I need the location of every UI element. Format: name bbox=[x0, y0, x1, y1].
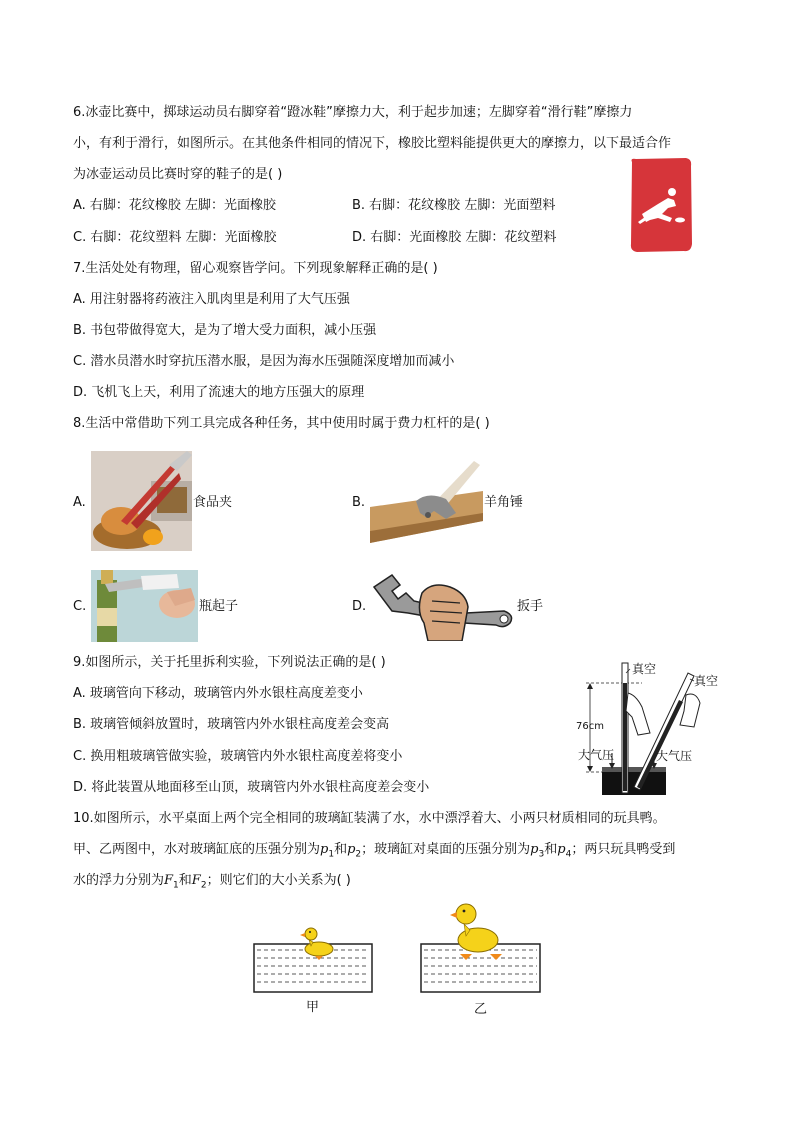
q8-option-b-label: 羊角锤 bbox=[484, 495, 524, 510]
q7-option-c[interactable]: C. 潜水员潜水时穿抗压潜水服，是因为海水压强随深度增加而减小 bbox=[73, 354, 455, 369]
q9-option-d[interactable]: D. 将此装置从地面移至山顶，玻璃管内外水银柱高度差会变小 bbox=[73, 780, 430, 795]
q8-option-c-label: 瓶起子 bbox=[199, 599, 239, 614]
q9-option-a[interactable]: A. 玻璃管向下移动，玻璃管内外水银柱高度差变小 bbox=[73, 686, 363, 701]
q7-option-a[interactable]: A. 用注射器将药液注入肌肉里是利用了大气压强 bbox=[73, 292, 350, 307]
curling-badge-figure bbox=[628, 156, 694, 254]
tank-jia-label: 甲 bbox=[306, 1000, 320, 1015]
q8-option-d-letter[interactable]: D. bbox=[352, 599, 367, 614]
q6-option-d[interactable]: D. 右脚：光面橡胶 左脚：花纹塑料 bbox=[352, 230, 557, 245]
food-tongs-photo bbox=[91, 451, 192, 551]
q8-option-d-label: 扳手 bbox=[517, 599, 544, 614]
q8-stem: 8.生活中常借助下列工具完成各种任务，其中使用时属于费力杠杆的是( ) bbox=[73, 416, 490, 431]
q6-stem-line2: 小，有利于滑行，如图所示。在其他条件相同的情况下，橡胶比塑料能提供更大的摩擦力，以下最适合作 bbox=[73, 136, 672, 151]
q6-option-c[interactable]: C. 右脚：花纹塑料 左脚：光面橡胶 bbox=[73, 230, 277, 245]
q6-stem-line3: 为冰壶运动员比赛时穿的鞋子的是( ) bbox=[73, 167, 283, 182]
q8-option-b-letter[interactable]: B. bbox=[352, 495, 366, 510]
q7-stem: 7.生活处处有物理，留心观察皆学问。下列现象解释正确的是( ) bbox=[73, 261, 438, 276]
q7-option-b[interactable]: B. 书包带做得宽大，是为了增大受力面积，减小压强 bbox=[73, 323, 377, 338]
q10-stem-line1: 10.如图所示，水平桌面上两个完全相同的玻璃缸装满了水，水中漂浮着大、小两只材质相同的玩具鸭。 bbox=[73, 811, 666, 826]
fig-height-label: 76cm bbox=[576, 721, 604, 732]
q6-option-a[interactable]: A. 右脚：花纹橡胶 左脚：光面橡胶 bbox=[73, 198, 277, 213]
fig-vacuum-label-1: 真空 bbox=[632, 662, 657, 676]
wrench-figure bbox=[370, 571, 515, 641]
q8-option-c-letter[interactable]: C. bbox=[73, 599, 87, 614]
tank-yi-label: 乙 bbox=[474, 1002, 488, 1017]
tank-yi-figure bbox=[420, 898, 541, 994]
claw-hammer-photo bbox=[370, 461, 483, 543]
fig-pressure-label-2: 大气压 bbox=[656, 749, 693, 763]
q9-option-b[interactable]: B. 玻璃管倾斜放置时，玻璃管内外水银柱高度差会变高 bbox=[73, 717, 390, 732]
q8-option-a-letter[interactable]: A. bbox=[73, 495, 86, 510]
q10-stem-line3: 水的浮力分别为$F_1$和$F_2$；则它们的大小关系为( ) bbox=[73, 873, 351, 891]
q9-option-c[interactable]: C. 换用粗玻璃管做实验，玻璃管内外水银柱高度差将变小 bbox=[73, 749, 403, 764]
q10-stem-line2: 甲、乙两图中，水对玻璃缸底的压强分别为$p_1$和$p_2$；玻璃缸对桌面的压强分别为$p_3$和$p_4$；两只玩具鸭受到 bbox=[73, 842, 676, 860]
bottle-opener-photo bbox=[91, 570, 198, 642]
q6-stem-line1: 6.冰壶比赛中，掷球运动员右脚穿着“蹬冰鞋”摩擦力大，利于起步加速；左脚穿着“滑行鞋”摩擦力 bbox=[73, 105, 633, 120]
q7-option-d[interactable]: D. 飞机飞上天，利用了流速大的地方压强大的原理 bbox=[73, 385, 365, 400]
q9-stem: 9.如图所示，关于托里拆利实验，下列说法正确的是( ) bbox=[73, 655, 386, 670]
q6-option-b[interactable]: B. 右脚：花纹橡胶 左脚：光面塑料 bbox=[352, 198, 556, 213]
q8-option-a-label: 食品夹 bbox=[193, 495, 233, 510]
tank-jia-figure bbox=[253, 920, 373, 994]
fig-pressure-label-1: 大气压 bbox=[578, 748, 615, 762]
torricelli-figure bbox=[576, 655, 722, 803]
fig-vacuum-label-2: 真空 bbox=[694, 674, 719, 688]
